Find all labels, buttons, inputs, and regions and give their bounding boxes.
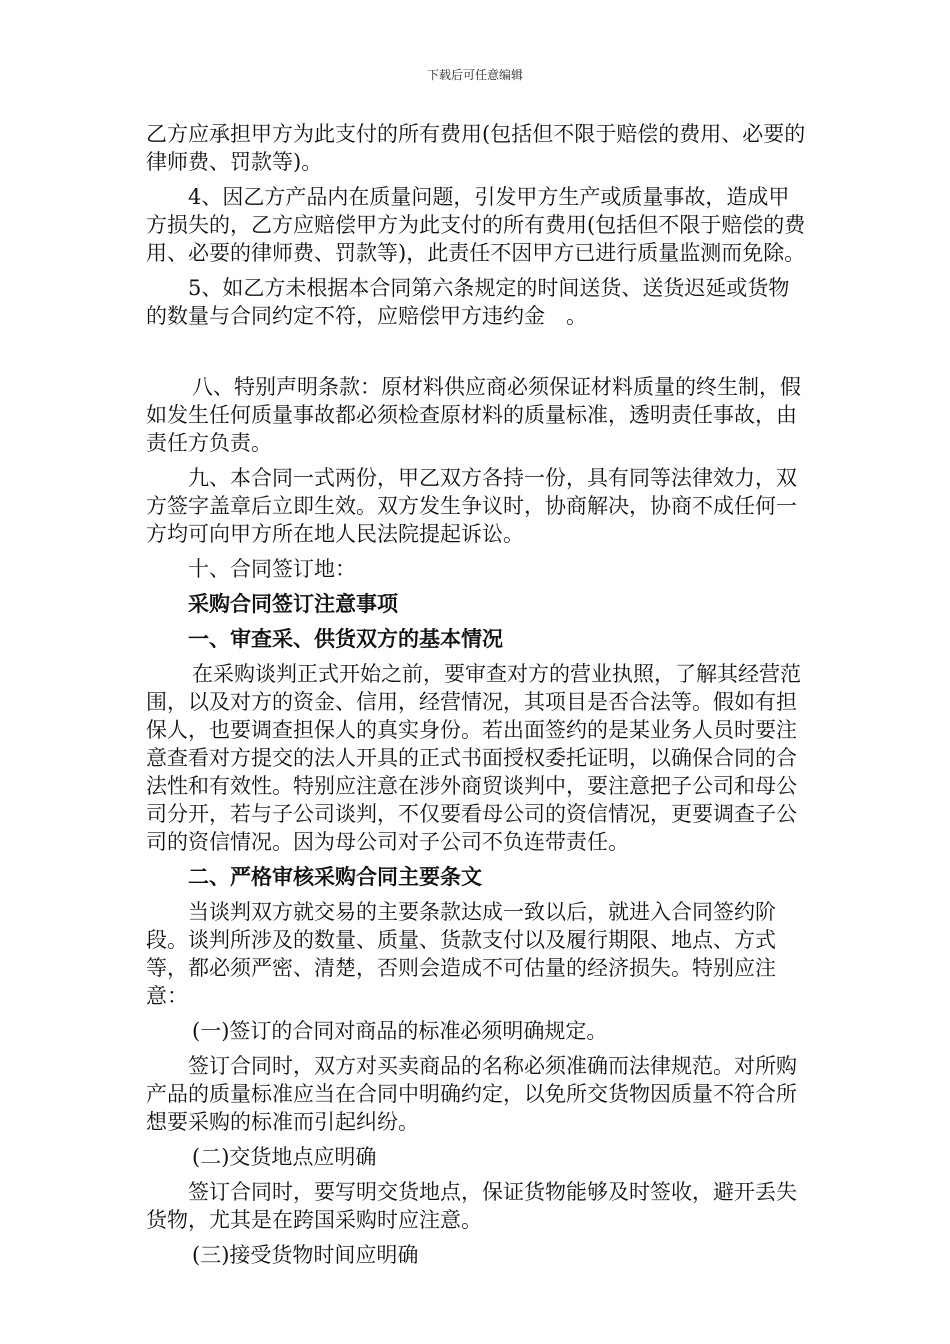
paragraph-contract-terms: 当谈判双方就交易的主要条款达成一致以后，就进入合同签约阶段。谈判所涉及的数量、质量、货款支付以及履行期限、地点、方式等，都必须严密、清楚，否则会造成不可估量的经济损失。特别应注意： (146, 900, 776, 1008)
paragraph-section-9: 九、本合同一式两份，甲乙双方各持一份，具有同等法律效力，双方签字盖章后立即生效。双方发生争议时，协商解决，协商不成任何一方均可向甲方所在地人民法院提起诉讼。 (146, 466, 797, 546)
paragraph-clause-4: 4、因乙方产品内在质量问题，引发甲方生产或质量事故，造成甲方损失的，乙方应赔偿甲方为此支付的所有费用(包括但不限于赔偿的费用、必要的律师费、罚款等)，此责任不因甲方已进行质量监测而免除。 (146, 185, 806, 265)
heading-notes: 采购合同签订注意事项 (188, 591, 398, 616)
paragraph-delivery-place: 签订合同时，要写明交货地点，保证货物能够及时签收，避开丢失货物，尤其是在跨国采购时应注意。 (146, 1180, 797, 1232)
spacer (146, 337, 808, 373)
heading-section-1: 一、审查采、供货双方的基本情况 (188, 626, 503, 651)
paragraph-clause-5: 5、如乙方未根据本合同第六条规定的时间送货、送货迟延或货物的数量与合同约定不符，应赔偿甲方违约金 。 (146, 276, 790, 328)
subheading-standards: (一)签订的合同对商品的标准必须明确规定。 (192, 1019, 608, 1043)
paragraph-continuation: 乙方应承担甲方为此支付的所有费用(包括但不限于赔偿的费用、必要的律师费、罚款等)。 (146, 122, 806, 174)
heading-section-2: 二、严格审核采购合同主要条文 (188, 864, 482, 889)
page-header: 下载后可任意编辑 (426, 68, 523, 82)
paragraph-review-parties: 在采购谈判正式开始之前，要审查对方的营业执照，了解其经营范围，以及对方的资金、信用，经营情况，其项目是否合法等。假如有担保人，也要调查担保人的真实身份。若出面签约的是某业务人员时要注意查看对方提交的法人开具的正式书面授权委托证明，以确保合同的合法性和有效性。特别应注意在涉外商贸谈判中，要注意把子公司和母公司分开，若与子公司谈判，不仅要看母公司的资信情况，更要调查子公司的资信情况。因为母公司对子公司不负连带责任。 (146, 662, 801, 854)
document-body (146, 120, 808, 1276)
subheading-delivery-place: (二)交货地点应明确 (192, 1145, 377, 1169)
subheading-delivery-time: (三)接受货物时间应明确 (192, 1243, 419, 1267)
paragraph-section-8: 八、特别声明条款：原材料供应商必须保证材料质量的终生制，假如发生任何质量事故都必须检查原材料的质量标准，透明责任事故，由责任方负责。 (146, 375, 801, 455)
paragraph-standards: 签订合同时，双方对买卖商品的名称必须准确而法律规范。对所购产品的质量标准应当在合同中明确约定，以免所交货物因质量不符合所想要采购的标准而引起纠纷。 (146, 1054, 797, 1134)
paragraph-section-10: 十、合同签订地： (188, 557, 356, 581)
